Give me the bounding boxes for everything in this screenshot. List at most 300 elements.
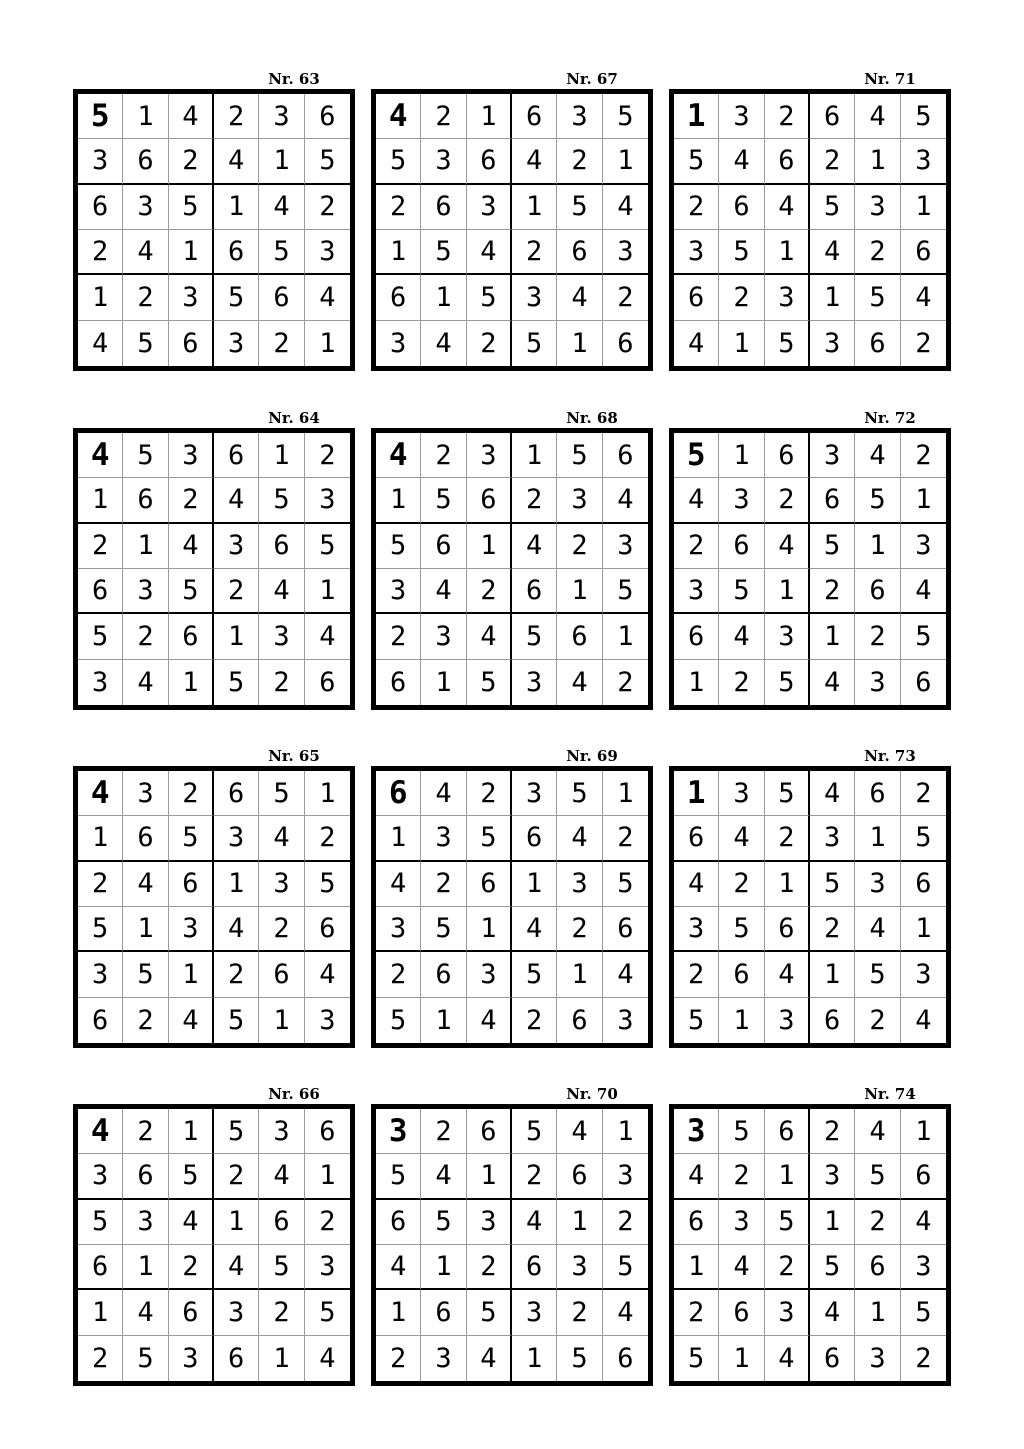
grid-cell: 3 <box>512 660 557 705</box>
grid-cell: 6 <box>855 321 900 366</box>
puzzle-number-label: Nr. 70 <box>566 1085 618 1103</box>
grid-cell: 5 <box>765 660 810 705</box>
grid-cell: 3 <box>765 275 810 320</box>
grid-cell: 2 <box>901 771 946 816</box>
grid-cell: 6 <box>169 321 214 366</box>
grid-cell: 4 <box>674 478 719 523</box>
grid-cell: 3 <box>305 1245 350 1290</box>
grid-cell: 6 <box>259 524 304 569</box>
grid-cell: 1 <box>765 230 810 275</box>
grid-cell: 3 <box>557 94 602 139</box>
grid-cell: 1 <box>719 998 764 1043</box>
grid-cell: 5 <box>123 1336 168 1381</box>
grid-cell: 2 <box>259 660 304 705</box>
grid-cell: 2 <box>376 185 421 230</box>
grid-cell: 1 <box>78 275 123 320</box>
grid-cell: 4 <box>901 569 946 614</box>
grid-cell: 1 <box>123 1245 168 1290</box>
grid-cell: 4 <box>78 1109 123 1154</box>
grid-cell: 3 <box>376 907 421 952</box>
grid-cell: 3 <box>512 1290 557 1335</box>
grid-cell: 2 <box>603 275 648 320</box>
grid-cell: 5 <box>305 862 350 907</box>
grid-cell: 3 <box>617 1004 634 1036</box>
grid-cell: 6 <box>78 569 123 614</box>
grid-cell: 3 <box>259 1109 304 1154</box>
grid-cell: 4 <box>214 907 259 952</box>
puzzle-number-label: Nr. 69 <box>566 747 618 765</box>
grid-cell: 2 <box>259 1290 304 1335</box>
grid-cell: 1 <box>901 185 946 230</box>
grid-cell: 3 <box>467 433 512 478</box>
grid-cell: 5 <box>467 275 512 320</box>
grid-cell: 5 <box>512 321 557 366</box>
grid-cell: 6 <box>765 907 810 952</box>
grid-cell: 4 <box>512 907 557 952</box>
grid-cell: 6 <box>123 478 168 523</box>
grid-cell: 4 <box>557 816 602 861</box>
grid-cell: 1 <box>376 230 421 275</box>
grid-cell: 5 <box>214 998 259 1043</box>
grid-cell: 1 <box>855 524 900 569</box>
grid-cell: 1 <box>557 1200 602 1245</box>
grid-cell: 3 <box>603 524 648 569</box>
grid-cell: 4 <box>674 1154 719 1199</box>
grid-cell: 2 <box>855 614 900 659</box>
grid-cell: 6 <box>376 771 421 816</box>
grid-cell: 2 <box>78 230 123 275</box>
grid-cell: 5 <box>78 614 123 659</box>
sudoku-grid <box>73 428 355 710</box>
grid-cell: 1 <box>603 139 648 184</box>
grid-cell: 4 <box>376 862 421 907</box>
grid-cell: 5 <box>719 907 764 952</box>
grid-cell: 4 <box>305 952 350 997</box>
puzzle-number-label: Nr. 72 <box>864 409 916 427</box>
grid-cell: 1 <box>719 321 764 366</box>
grid-cell: 3 <box>674 569 719 614</box>
grid-cell: 5 <box>376 1154 421 1199</box>
grid-cell: 6 <box>421 1290 466 1335</box>
sudoku-grid <box>371 766 653 1048</box>
grid-cell: 3 <box>376 1109 421 1154</box>
grid-cell: 4 <box>78 771 123 816</box>
grid-cell: 2 <box>214 952 259 997</box>
grid-cell: 2 <box>603 816 648 861</box>
grid-cell: 4 <box>810 660 855 705</box>
grid-cell: 1 <box>214 614 259 659</box>
grid-cell: 6 <box>376 275 421 320</box>
grid-cell: 4 <box>467 998 512 1043</box>
grid-cell: 3 <box>169 1336 214 1381</box>
puzzle-number-label: Nr. 68 <box>566 409 618 427</box>
grid-cell: 5 <box>901 614 946 659</box>
grid-cell: 1 <box>467 524 512 569</box>
grid-cell: 3 <box>319 1004 336 1036</box>
grid-cell: 5 <box>259 771 304 816</box>
grid-cell: 4 <box>512 139 557 184</box>
grid-cell: 3 <box>901 952 946 997</box>
grid-cell: 4 <box>557 1109 602 1154</box>
puzzle-number-label: Nr. 66 <box>268 1085 320 1103</box>
grid-cell: 4 <box>467 614 512 659</box>
grid-cell: 3 <box>123 569 168 614</box>
grid-cell: 3 <box>901 1245 946 1290</box>
grid-cell: 3 <box>810 1154 855 1199</box>
grid-cell: 6 <box>512 816 557 861</box>
grid-cell: 1 <box>674 771 719 816</box>
grid-cell: 1 <box>467 1154 512 1199</box>
grid-cell: 2 <box>810 907 855 952</box>
grid-cell: 1 <box>810 275 855 320</box>
grid-cell: 6 <box>557 230 602 275</box>
grid-cell: 1 <box>855 816 900 861</box>
grid-cell: 3 <box>810 816 855 861</box>
grid-cell: 2 <box>169 139 214 184</box>
grid-cell: 3 <box>305 230 350 275</box>
grid-cell: 4 <box>214 478 259 523</box>
grid-cell: 5 <box>467 816 512 861</box>
grid-cell: 5 <box>719 569 764 614</box>
grid-cell: 3 <box>765 614 810 659</box>
grid-cell: 5 <box>123 952 168 997</box>
grid-cell: 1 <box>169 660 214 705</box>
grid-cell: 6 <box>512 569 557 614</box>
grid-cell: 2 <box>78 524 123 569</box>
grid-cell: 2 <box>810 569 855 614</box>
grid-cell: 6 <box>259 275 304 320</box>
sudoku-grid <box>371 428 653 710</box>
grid-cell: 2 <box>376 1336 421 1381</box>
grid-cell: 5 <box>305 139 350 184</box>
grid-cell: 2 <box>305 816 350 861</box>
grid-cell: 5 <box>810 185 855 230</box>
grid-cell: 5 <box>719 230 764 275</box>
grid-cell: 5 <box>603 94 648 139</box>
grid-cell: 3 <box>855 660 900 705</box>
grid-cell: 3 <box>512 771 557 816</box>
grid-cell: 5 <box>512 614 557 659</box>
grid-cell: 4 <box>259 1154 304 1199</box>
grid-cell: 6 <box>810 94 855 139</box>
grid-cell: 4 <box>855 907 900 952</box>
grid-cell: 1 <box>305 569 350 614</box>
grid-cell: 2 <box>214 569 259 614</box>
grid-cell: 1 <box>259 433 304 478</box>
grid-cell: 6 <box>674 1200 719 1245</box>
grid-cell: 4 <box>674 321 719 366</box>
grid-cell: 2 <box>305 185 350 230</box>
grid-cell: 2 <box>915 1342 932 1374</box>
grid-cell: 2 <box>421 94 466 139</box>
grid-cell: 3 <box>512 275 557 320</box>
grid-cell: 4 <box>421 321 466 366</box>
grid-cell: 6 <box>765 433 810 478</box>
grid-cell: 3 <box>765 998 810 1043</box>
grid-cell: 6 <box>78 1245 123 1290</box>
sudoku-grid <box>669 766 951 1048</box>
grid-cell: 2 <box>855 1200 900 1245</box>
grid-cell: 3 <box>123 1200 168 1245</box>
grid-cell: 4 <box>719 139 764 184</box>
grid-cell: 2 <box>603 1200 648 1245</box>
grid-cell: 2 <box>512 998 557 1043</box>
puzzle-number-label: Nr. 63 <box>268 70 320 88</box>
grid-cell: 6 <box>719 185 764 230</box>
grid-cell: 4 <box>421 1154 466 1199</box>
grid-cell: 1 <box>169 230 214 275</box>
grid-cell: 6 <box>259 952 304 997</box>
grid-cell: 6 <box>557 614 602 659</box>
grid-cell: 2 <box>376 952 421 997</box>
grid-cell: 5 <box>123 321 168 366</box>
grid-cell: 3 <box>259 862 304 907</box>
grid-cell: 1 <box>557 952 602 997</box>
grid-cell: 3 <box>765 1290 810 1335</box>
grid-cell: 3 <box>901 524 946 569</box>
grid-cell: 1 <box>512 862 557 907</box>
grid-cell: 2 <box>810 139 855 184</box>
grid-cell: 5 <box>421 907 466 952</box>
grid-cell: 1 <box>674 1245 719 1290</box>
grid-cell: 5 <box>512 952 557 997</box>
puzzle-number-label: Nr. 74 <box>864 1085 916 1103</box>
grid-cell: 2 <box>765 478 810 523</box>
grid-cell: 1 <box>467 94 512 139</box>
grid-cell: 1 <box>169 1109 214 1154</box>
grid-cell: 2 <box>305 433 350 478</box>
grid-cell: 3 <box>214 524 259 569</box>
grid-cell: 5 <box>674 998 719 1043</box>
grid-cell: 5 <box>557 433 602 478</box>
grid-cell: 6 <box>901 230 946 275</box>
sudoku-grid <box>669 1104 951 1386</box>
grid-cell: 3 <box>259 614 304 659</box>
grid-cell: 1 <box>123 524 168 569</box>
grid-cell: 4 <box>557 275 602 320</box>
grid-cell: 4 <box>765 952 810 997</box>
grid-cell: 1 <box>674 94 719 139</box>
grid-cell: 6 <box>617 327 634 359</box>
grid-cell: 4 <box>603 185 648 230</box>
grid-cell: 5 <box>78 1200 123 1245</box>
sudoku-grid <box>73 89 355 371</box>
grid-cell: 6 <box>810 478 855 523</box>
sudoku-grid <box>371 89 653 371</box>
grid-cell: 1 <box>467 907 512 952</box>
grid-cell: 5 <box>169 185 214 230</box>
grid-cell: 3 <box>719 1200 764 1245</box>
grid-cell: 2 <box>214 1154 259 1199</box>
grid-cell: 5 <box>855 275 900 320</box>
grid-cell: 2 <box>512 478 557 523</box>
grid-cell: 3 <box>305 478 350 523</box>
grid-cell: 1 <box>765 1154 810 1199</box>
grid-cell: 6 <box>765 1109 810 1154</box>
grid-cell: 2 <box>376 614 421 659</box>
grid-cell: 1 <box>557 569 602 614</box>
sudoku-grid <box>371 1104 653 1386</box>
grid-cell: 4 <box>259 816 304 861</box>
grid-cell: 4 <box>376 94 421 139</box>
grid-cell: 3 <box>78 139 123 184</box>
grid-cell: 1 <box>421 1245 466 1290</box>
grid-cell: 6 <box>421 185 466 230</box>
grid-cell: 2 <box>123 275 168 320</box>
grid-cell: 6 <box>376 1200 421 1245</box>
grid-cell: 2 <box>674 524 719 569</box>
grid-cell: 3 <box>603 1154 648 1199</box>
grid-cell: 1 <box>214 1200 259 1245</box>
grid-cell: 6 <box>467 1109 512 1154</box>
grid-cell: 3 <box>855 862 900 907</box>
grid-cell: 5 <box>603 862 648 907</box>
grid-cell: 1 <box>603 1109 648 1154</box>
puzzle-number-label: Nr. 65 <box>268 747 320 765</box>
grid-cell: 3 <box>810 321 855 366</box>
grid-cell: 2 <box>557 524 602 569</box>
grid-cell: 4 <box>467 1336 512 1381</box>
grid-cell: 4 <box>305 614 350 659</box>
grid-cell: 4 <box>674 862 719 907</box>
grid-cell: 5 <box>810 1245 855 1290</box>
grid-cell: 2 <box>719 275 764 320</box>
grid-cell: 3 <box>467 185 512 230</box>
grid-cell: 2 <box>901 433 946 478</box>
grid-cell: 5 <box>901 816 946 861</box>
grid-cell: 6 <box>319 666 336 698</box>
grid-cell: 5 <box>810 524 855 569</box>
grid-cell: 4 <box>901 1200 946 1245</box>
grid-cell: 1 <box>214 862 259 907</box>
grid-cell: 1 <box>855 139 900 184</box>
grid-cell: 1 <box>421 998 466 1043</box>
grid-cell: 1 <box>512 433 557 478</box>
grid-cell: 5 <box>259 1245 304 1290</box>
grid-cell: 2 <box>765 1245 810 1290</box>
grid-cell: 5 <box>123 433 168 478</box>
grid-cell: 1 <box>512 185 557 230</box>
grid-cell: 3 <box>259 94 304 139</box>
grid-cell: 4 <box>376 1245 421 1290</box>
sudoku-grid <box>669 428 951 710</box>
grid-cell: 5 <box>557 1336 602 1381</box>
grid-cell: 5 <box>512 1109 557 1154</box>
grid-cell: 1 <box>214 185 259 230</box>
grid-cell: 1 <box>421 660 466 705</box>
grid-cell: 3 <box>78 1154 123 1199</box>
grid-cell: 2 <box>214 94 259 139</box>
grid-cell: 1 <box>810 1200 855 1245</box>
grid-cell: 5 <box>719 1109 764 1154</box>
grid-cell: 1 <box>765 569 810 614</box>
grid-cell: 3 <box>169 907 214 952</box>
grid-cell: 5 <box>214 660 259 705</box>
grid-cell: 5 <box>259 230 304 275</box>
grid-cell: 4 <box>78 321 123 366</box>
grid-cell: 4 <box>467 230 512 275</box>
grid-cell: 3 <box>557 478 602 523</box>
grid-cell: 1 <box>810 614 855 659</box>
grid-cell: 2 <box>78 1336 123 1381</box>
grid-cell: 2 <box>512 1154 557 1199</box>
grid-cell: 5 <box>855 1154 900 1199</box>
grid-cell: 2 <box>467 321 512 366</box>
grid-cell: 5 <box>810 862 855 907</box>
grid-cell: 5 <box>855 952 900 997</box>
sudoku-grid <box>73 766 355 1048</box>
grid-cell: 5 <box>603 569 648 614</box>
grid-cell: 1 <box>376 816 421 861</box>
grid-cell: 3 <box>421 614 466 659</box>
grid-cell: 2 <box>557 907 602 952</box>
grid-cell: 2 <box>512 230 557 275</box>
grid-cell: 3 <box>719 94 764 139</box>
grid-cell: 6 <box>674 275 719 320</box>
grid-cell: 1 <box>305 1154 350 1199</box>
grid-cell: 3 <box>421 1336 466 1381</box>
sudoku-grid <box>73 1104 355 1386</box>
grid-cell: 3 <box>810 433 855 478</box>
grid-cell: 4 <box>810 230 855 275</box>
grid-cell: 2 <box>169 1245 214 1290</box>
grid-cell: 3 <box>557 1245 602 1290</box>
grid-cell: 6 <box>123 139 168 184</box>
grid-cell: 4 <box>319 1342 336 1374</box>
grid-cell: 6 <box>305 94 350 139</box>
grid-cell: 5 <box>901 94 946 139</box>
grid-cell: 2 <box>719 1154 764 1199</box>
grid-cell: 6 <box>855 771 900 816</box>
grid-cell: 3 <box>421 816 466 861</box>
grid-cell: 2 <box>810 1109 855 1154</box>
grid-cell: 1 <box>421 275 466 320</box>
grid-cell: 4 <box>557 660 602 705</box>
grid-cell: 4 <box>810 1290 855 1335</box>
grid-cell: 6 <box>78 998 123 1043</box>
grid-cell: 4 <box>305 275 350 320</box>
grid-cell: 3 <box>467 1200 512 1245</box>
grid-cell: 4 <box>810 771 855 816</box>
grid-cell: 5 <box>765 771 810 816</box>
grid-cell: 5 <box>901 1290 946 1335</box>
grid-cell: 4 <box>855 433 900 478</box>
grid-cell: 5 <box>421 478 466 523</box>
grid-cell: 3 <box>901 139 946 184</box>
puzzle-number-label: Nr. 64 <box>268 409 320 427</box>
grid-cell: 5 <box>557 185 602 230</box>
grid-cell: 3 <box>214 321 259 366</box>
grid-cell: 2 <box>123 614 168 659</box>
grid-cell: 1 <box>810 952 855 997</box>
grid-cell: 2 <box>467 771 512 816</box>
grid-cell: 2 <box>421 862 466 907</box>
grid-cell: 2 <box>674 952 719 997</box>
grid-cell: 5 <box>421 230 466 275</box>
grid-cell: 4 <box>123 660 168 705</box>
grid-cell: 2 <box>674 185 719 230</box>
grid-cell: 5 <box>169 569 214 614</box>
grid-cell: 3 <box>719 771 764 816</box>
grid-cell: 5 <box>557 771 602 816</box>
grid-cell: 4 <box>512 524 557 569</box>
grid-cell: 2 <box>557 1290 602 1335</box>
grid-cell: 4 <box>421 569 466 614</box>
grid-cell: 4 <box>376 433 421 478</box>
grid-cell: 6 <box>123 1154 168 1199</box>
grid-cell: 4 <box>915 1004 932 1036</box>
grid-cell: 6 <box>214 230 259 275</box>
